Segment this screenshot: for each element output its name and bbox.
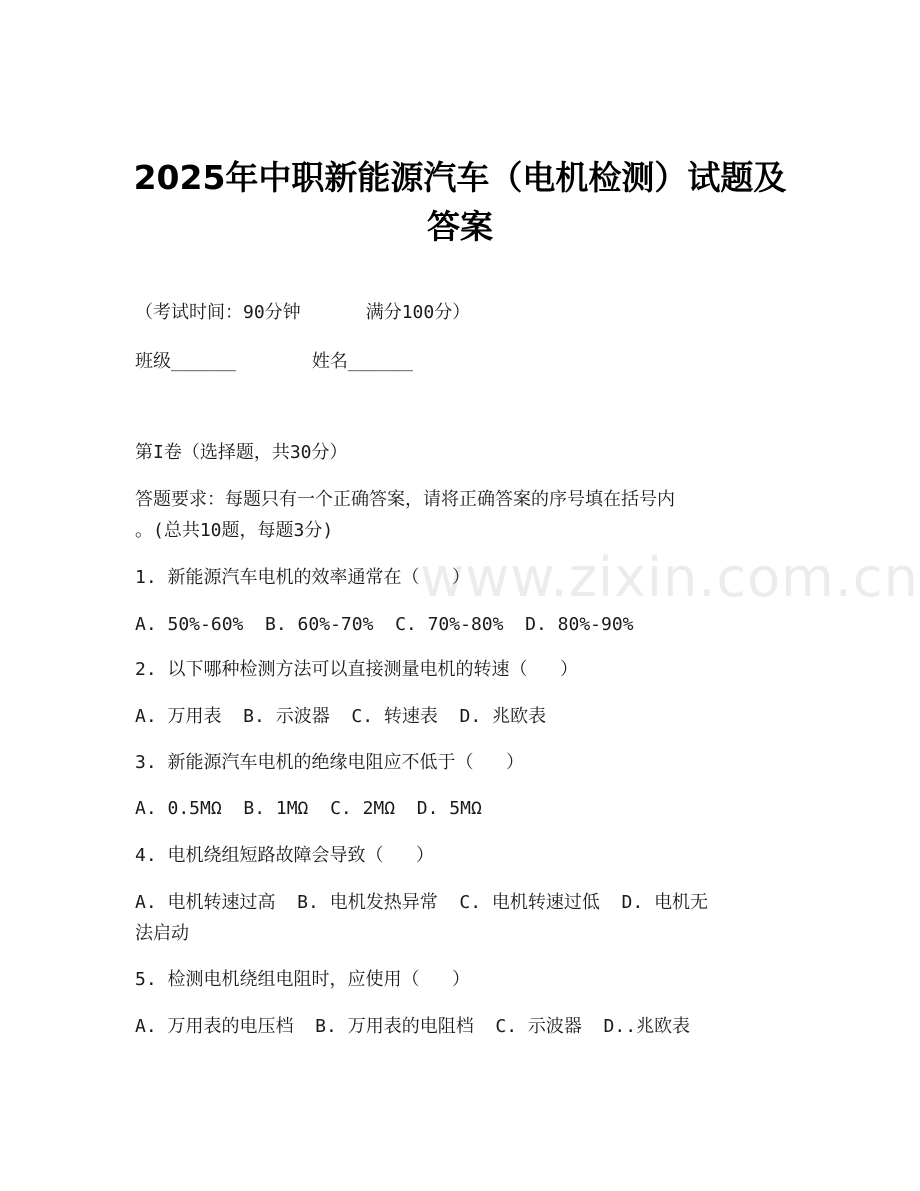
question-4-options-line-2: 法启动 bbox=[135, 923, 189, 944]
section-title: 第I卷（选择题，共30分） bbox=[135, 442, 348, 463]
question-1-options: A. 50%-60% B. 60%-70% C. 70%-80% D. 80%-90% bbox=[135, 614, 634, 635]
document-title-line-2: 答案 bbox=[427, 207, 493, 246]
question-2-stem: 2. 以下哪种检测方法可以直接测量电机的转速（ ） bbox=[135, 659, 579, 680]
question-1-stem: 1. 新能源汽车电机的效率通常在（ ） bbox=[135, 567, 471, 588]
question-2-options: A. 万用表 B. 示波器 C. 转速表 D. 兆欧表 bbox=[135, 706, 547, 727]
question-3-stem: 3. 新能源汽车电机的绝缘电阻应不低于（ ） bbox=[135, 752, 525, 773]
exam-time-score: （考试时间：90分钟 满分100分） bbox=[135, 302, 471, 323]
question-5-stem: 5. 检测电机绕组电阻时，应使用（ ） bbox=[135, 969, 471, 990]
question-3-options: A. 0.5MΩ B. 1MΩ C. 2MΩ D. 5MΩ bbox=[135, 798, 482, 819]
question-5-options: A. 万用表的电压档 B. 万用表的电阻档 C. 示波器 D..兆欧表 bbox=[135, 1016, 691, 1037]
document-title-line-1: 2025年中职新能源汽车（电机检测）试题及 bbox=[133, 158, 787, 197]
question-4-options-line-1: A. 电机转速过高 B. 电机发热异常 C. 电机转速过低 D. 电机无 bbox=[135, 892, 709, 913]
watermark: www.zixin.com.cn bbox=[420, 546, 919, 609]
class-name-fields: 班级______ 姓名______ bbox=[135, 351, 413, 372]
section-instructions-line-2: 。(总共10题，每题3分) bbox=[135, 520, 334, 541]
section-instructions-line-1: 答题要求：每题只有一个正确答案，请将正确答案的序号填在括号内 bbox=[135, 489, 675, 510]
question-4-stem: 4. 电机绕组短路故障会导致（ ） bbox=[135, 845, 435, 866]
